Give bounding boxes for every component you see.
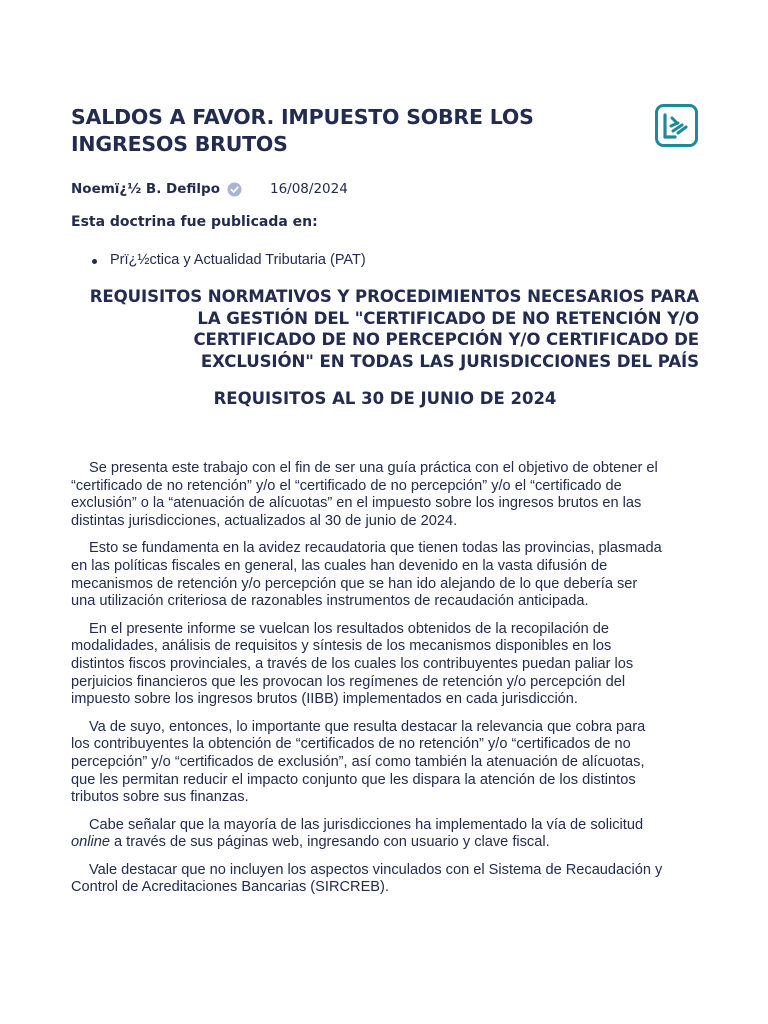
- body-paragraph: [71, 621, 701, 709]
- published-in-label: Esta doctrina fue publicada en:: [71, 214, 318, 230]
- document-heading: [71, 286, 699, 372]
- publish-date: 16/08/2024: [269, 181, 348, 197]
- title-line: INGRESOS BRUTOS: [71, 132, 288, 156]
- heading-line: EXCLUSIÓN" EN TODAS LAS JURISDICCIONES DEL PAÍS: [200, 351, 699, 371]
- paragraph-line: los contribuyentes la obtención de “certificados de no retención” y/o “certificados de no: [71, 736, 631, 753]
- paragraph-line-rest: a través de sus páginas web, ingresando con usuario y clave fiscal.: [109, 834, 550, 851]
- paragraph-line: “certificado de no retención” y/o el “certificado de no percepción” y/o el “certificado de: [71, 477, 622, 494]
- italic-online: online: [71, 834, 110, 851]
- paragraph-line: distintos fiscos provinciales, a través de los cuales los contribuyentes puedan paliar los: [71, 655, 634, 672]
- paragraph-line: Va de suyo, entonces, lo importante que resulta destacar la relevancia que cobra para: [89, 718, 646, 735]
- paragraph-line: en las políticas fiscales en general, las cuales han devenido en la vasta difusión de: [71, 557, 608, 574]
- article-meta: [71, 179, 348, 199]
- publication-list: [71, 252, 366, 268]
- paragraph-line: tributos sobre sus finanzas.: [71, 789, 249, 806]
- paragraph-line: modalidades, análisis de requisitos y síntesis de los mecanismos disponibles en los: [71, 638, 612, 655]
- publication-name: Prï¿½ctica y Actualidad Tributaria (PAT): [110, 252, 366, 268]
- document-title: [71, 104, 591, 158]
- publication-item[interactable]: [71, 252, 366, 268]
- paragraph-line: mecanismos de retención y/o percepción que se han ido alejando de lo que debería ser: [71, 575, 638, 592]
- document-subheading: REQUISITOS AL 30 DE JUNIO DE 2024: [213, 389, 557, 408]
- title-line: SALDOS A FAVOR. IMPUESTO SOBRE LOS: [71, 105, 534, 129]
- publisher-logo-icon[interactable]: [655, 104, 698, 147]
- paragraph-line: perjuicios financieros que les provocan los regímenes de retención y/o percepción del: [71, 673, 626, 690]
- body-paragraph: [71, 719, 701, 807]
- author-name[interactable]: Noemï¿½ B. Defilpo: [71, 181, 220, 197]
- paragraph-line: que les permitan reducir el impacto conjunto que les dispara la atención de los distintos: [71, 771, 636, 788]
- paragraph-line: Vale destacar que no incluyen los aspectos vinculados con el Sistema de Recaudación y: [89, 861, 663, 878]
- paragraph-line: En el presente informe se vuelcan los resultados obtenidos de la recopilación de: [89, 620, 610, 637]
- heading-line: REQUISITOS NORMATIVOS Y PROCEDIMIENTOS NECESARIOS PARA: [89, 287, 699, 306]
- paragraph-line: percepción” y/o “certificados de exclusión”, así como también la atenuación de alícuotas,: [71, 753, 645, 770]
- body-paragraph: [71, 817, 701, 852]
- paragraph-line: impuesto sobre los ingresos brutos (IIBB) implementados en cada jurisdicción.: [71, 691, 578, 708]
- paragraph-line: Cabe señalar que la mayoría de las jurisdicciones ha implementado la vía de solicitud: [89, 816, 644, 833]
- paragraph-line: Se presenta este trabajo con el fin de ser una guía práctica con el objetivo de obtener el: [89, 460, 658, 476]
- body-paragraph: [71, 540, 701, 610]
- paragraph-line: Control de Acreditaciones Bancarias (SIRCREB).: [71, 879, 389, 896]
- heading-line: CERTIFICADO DE NO PERCEPCIÓN Y/O CERTIFICADO DE: [193, 330, 699, 350]
- paragraph-line: una utilización criteriosa de razonables instrumentos de recaudación anticipada.: [71, 593, 589, 610]
- verified-badge-icon: [227, 182, 242, 197]
- paragraph-line: [71, 834, 701, 852]
- paragraph-line: Esto se fundamenta en la avidez recaudatoria que tienen todas las provincias, plasmada: [89, 540, 662, 557]
- body-paragraph: [71, 862, 701, 897]
- document-body: [71, 460, 701, 907]
- heading-line: LA GESTIÓN DEL "CERTIFICADO DE NO RETENCIÓN Y/O: [197, 308, 699, 328]
- bullet-icon: [92, 259, 97, 264]
- body-paragraph: [71, 460, 701, 530]
- paragraph-line: distintas jurisdicciones, actualizados al 30 de junio de 2024.: [71, 512, 458, 529]
- paragraph-line: exclusión” o la “atenuación de alícuotas” en el impuesto sobre los ingresos brutos en las: [71, 495, 642, 512]
